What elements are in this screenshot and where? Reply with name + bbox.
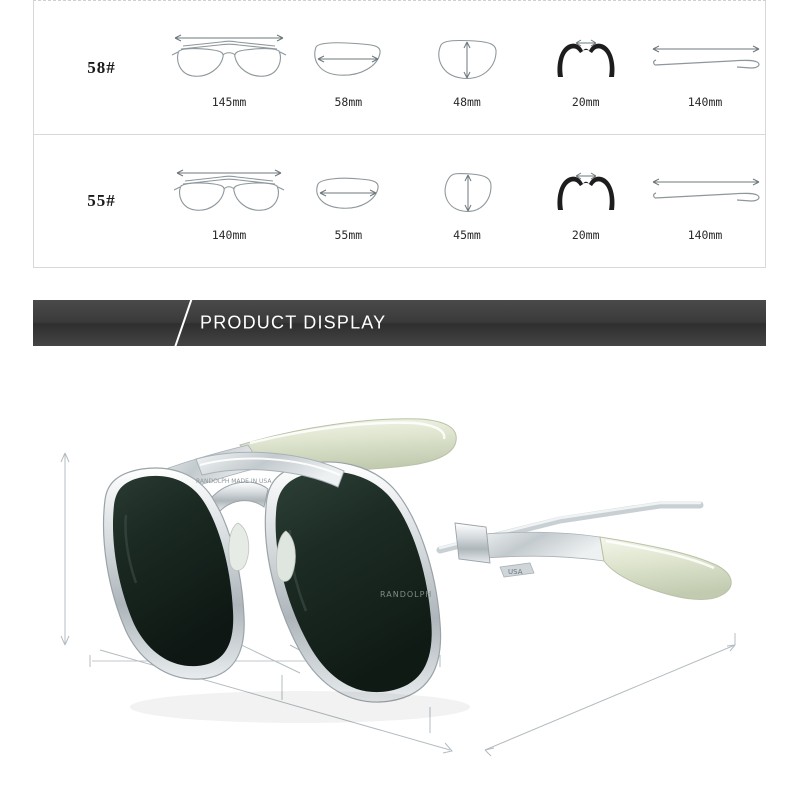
spec-cell-bridge-width [526,27,645,109]
banner-slash-decoration [173,300,193,346]
lens-height-icon [427,160,507,222]
brand-engraving: RANDOLPH [380,590,433,599]
product-display-image [0,355,800,800]
spec-cell-lens-height [408,160,527,242]
spec-value: 145mm [211,94,247,109]
spec-cell-bridge-width [526,160,645,242]
bridge-width-icon [546,27,626,89]
spec-cell-lens-width [289,160,408,242]
spec-value: 48mm [453,94,481,109]
spec-cell-group [169,160,765,242]
lens-width-icon [308,27,388,89]
size-spec-table [33,0,766,268]
left-temple [455,523,731,600]
table-row [34,134,765,267]
spec-cell-lens-width [289,27,408,109]
spec-value: 140mm [687,228,723,242]
lens-height-icon [427,27,507,89]
spec-cell-temple-length [645,27,765,109]
size-label: 58# [87,57,116,77]
spec-value: 140mm [687,94,723,109]
sunglasses-illustration [0,355,800,800]
bridge-width-icon [546,160,626,222]
eyeglass-front-width-icon [169,160,289,222]
spec-value: 20mm [571,228,600,242]
spec-cell-front-width [169,160,289,242]
temple-engraving: USA [508,568,523,576]
size-label: 55# [87,191,116,210]
lens-width-icon [308,160,388,222]
page-title: PRODUCT DISPLAY [200,312,387,333]
spec-value: 140mm [211,228,247,242]
spec-cell-temple-length [645,160,765,242]
spec-value: 58mm [334,94,363,109]
spec-cell-lens-height [408,27,527,109]
browbar-engraving: RANDOLPH MADE IN USA [196,478,272,485]
product-display-banner [33,300,766,346]
eyeglass-front-width-icon [169,27,289,89]
spec-value: 20mm [571,94,600,109]
spec-cell-front-width [169,27,289,109]
temple-length-icon [645,160,765,222]
spec-value: 45mm [453,228,481,242]
table-row [34,1,765,134]
spec-value: 55mm [334,228,363,242]
temple-length-icon [645,27,765,89]
right-lens-assembly [265,462,440,702]
spec-cell-group [169,27,765,109]
